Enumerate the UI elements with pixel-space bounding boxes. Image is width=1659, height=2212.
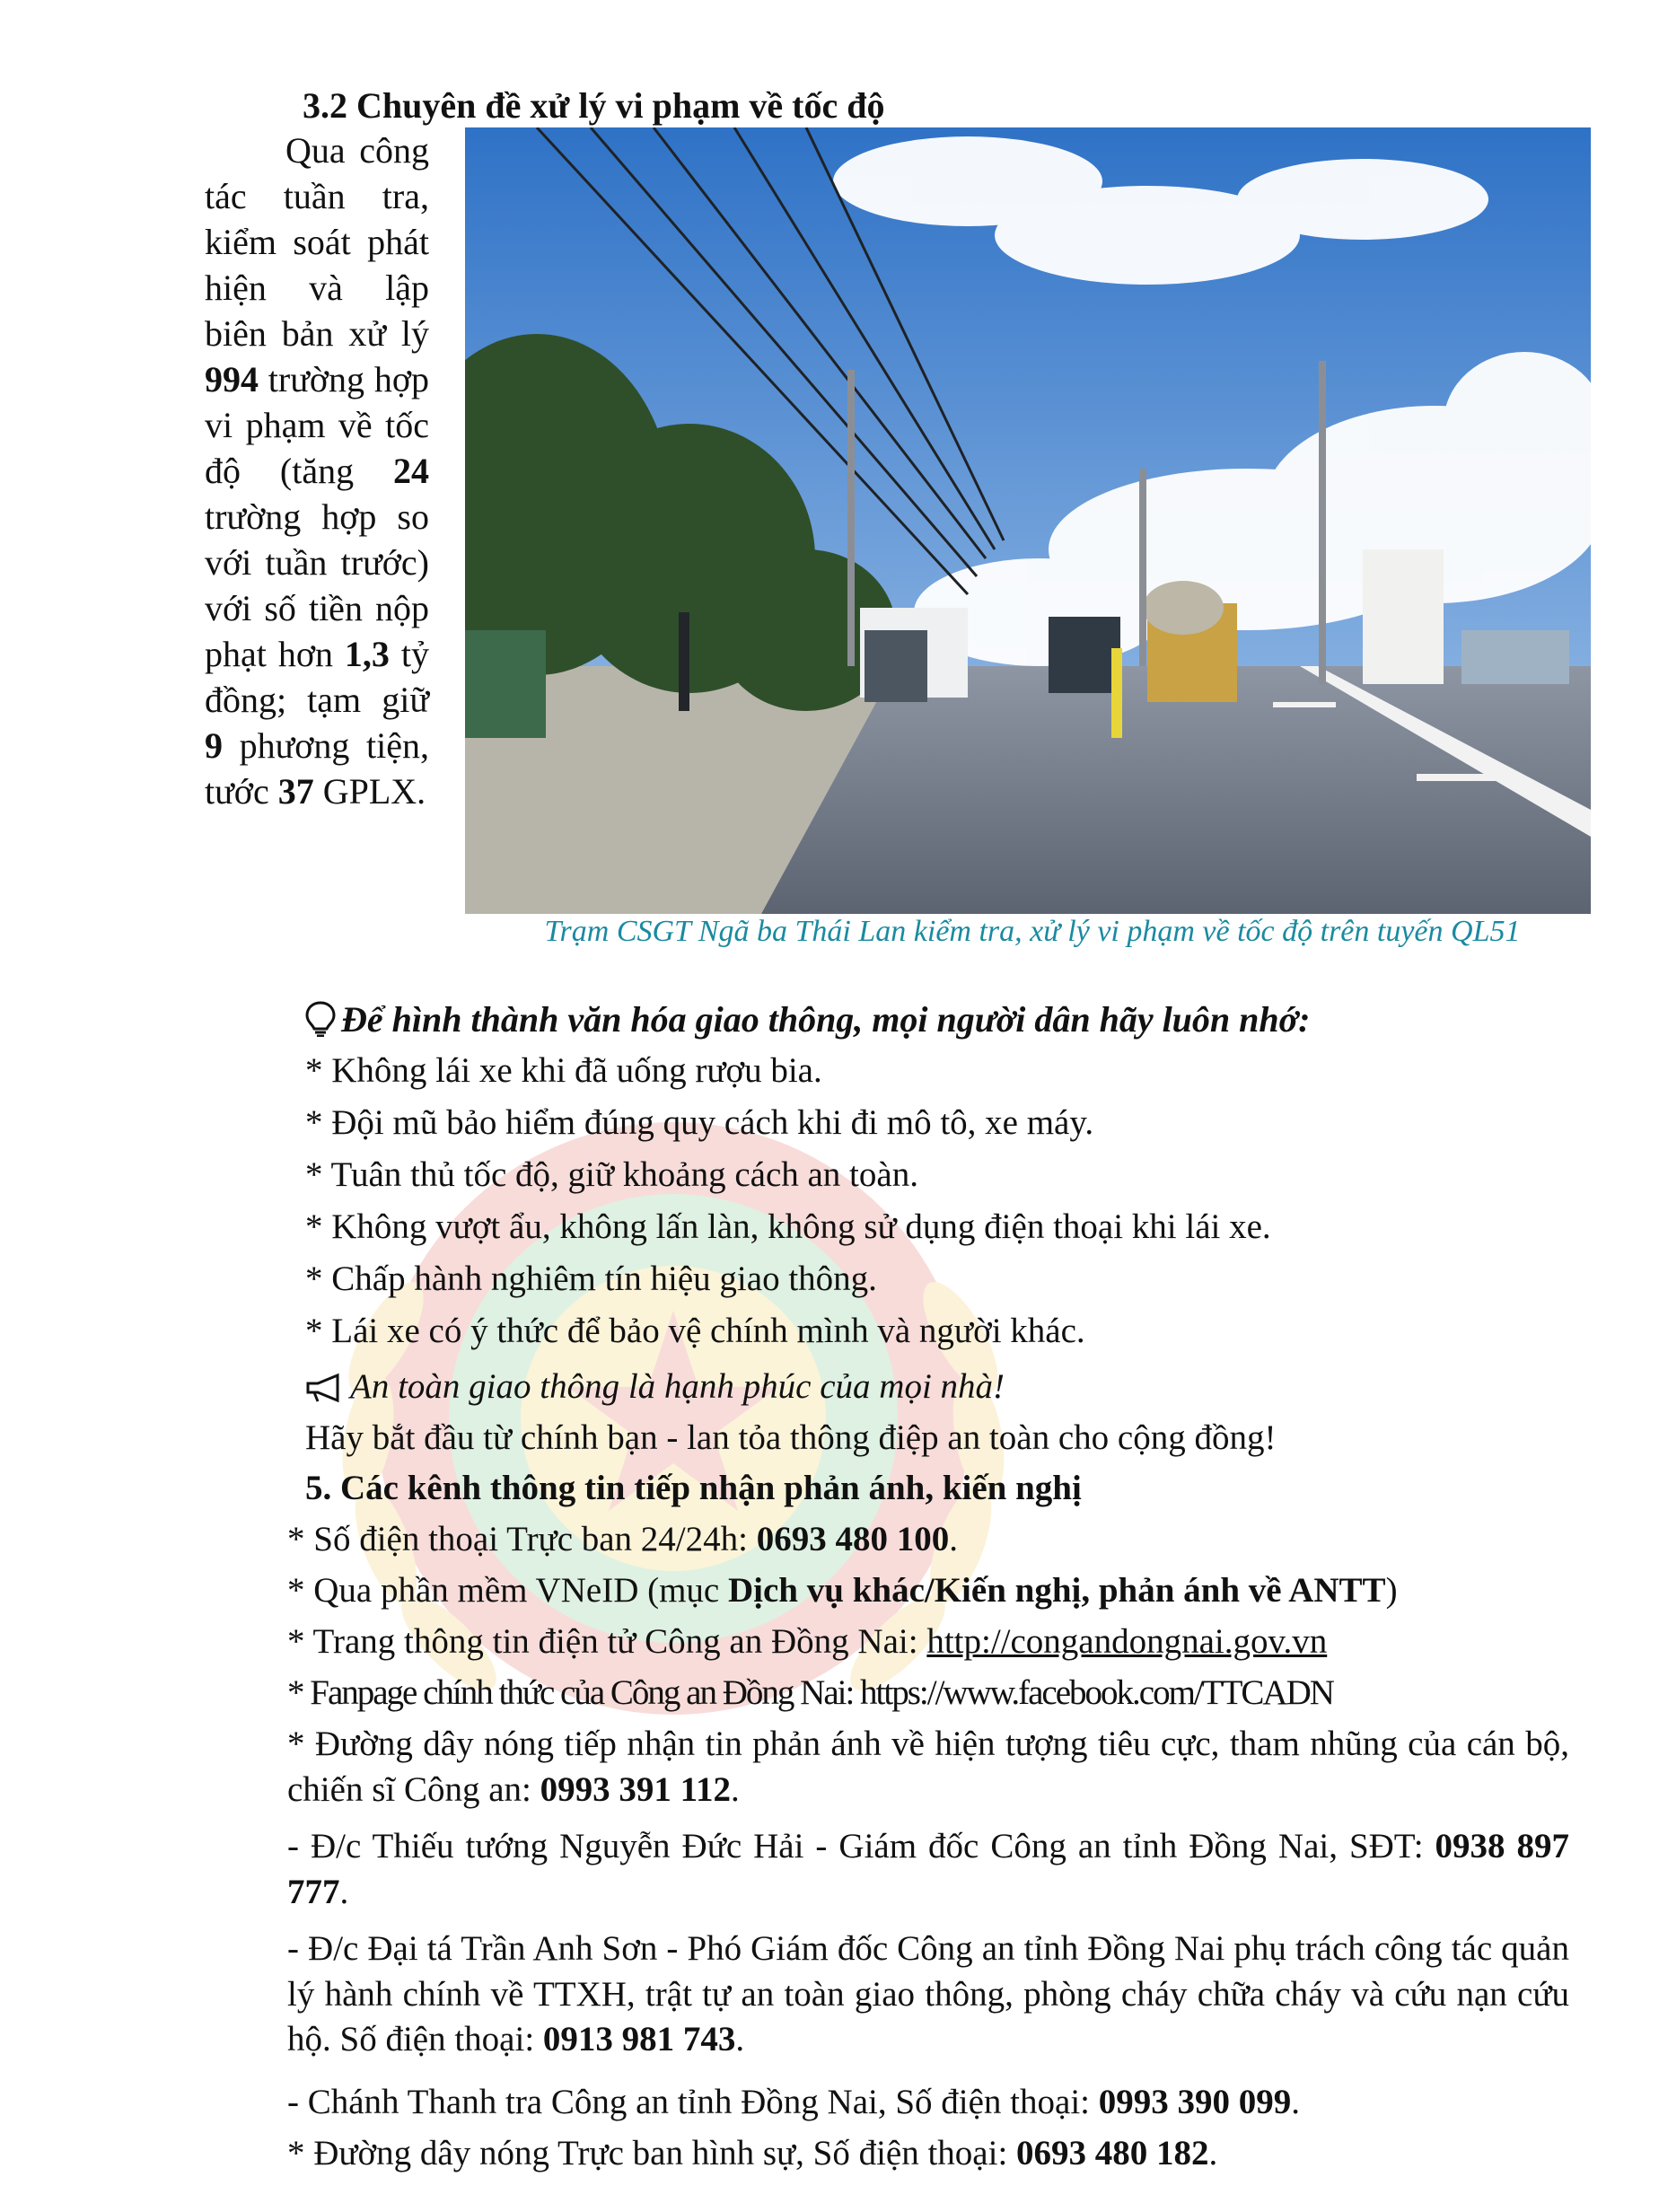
summary-text-4: tỷ đồng; tạm giữ <box>205 634 429 720</box>
website-row <box>205 1620 1569 1671</box>
inspector-phone: 0993 390 099 <box>1098 2083 1292 2121</box>
tip-item: * Đội mũ bảo hiểm đúng quy cách khi đi mô tô, xe máy. <box>305 1103 1094 1142</box>
lightbulb-icon <box>305 1001 336 1037</box>
director-phone: 0938 897 777 <box>287 1827 1569 1911</box>
photo-caption: Trạm CSGT Ngã ba Thái Lan kiểm tra, xử lý vi phạm về tốc độ trên tuyến QL51 <box>544 915 1521 948</box>
vneid-path: Dịch vụ khác/Kiến nghị, phản ánh về ANTT <box>728 1571 1386 1610</box>
section-title: 3.2 Chuyên đề xử lý vi phạm về tốc độ <box>303 85 885 126</box>
hotline-number: 0693 480 100 <box>756 1520 950 1558</box>
violation-count: 994 <box>205 359 259 399</box>
summary-text-1: Qua công tác tuần tra, kiểm soát phát hiện và lập biên bản xử lý <box>205 130 429 354</box>
contact-channels <box>205 1517 1569 2182</box>
tips-heading-text: Để hình thành văn hóa giao thông, mọi người dân hãy luôn nhớ: <box>341 999 1311 1040</box>
megaphone-icon <box>305 1373 345 1403</box>
inspector-label: - Chánh Thanh tra Công an tỉnh Đồng Nai, Số điện thoại: <box>287 2083 1099 2121</box>
licenses-revoked: 37 <box>277 771 314 812</box>
deputy-contact: - Đ/c Đại tá Trần Anh Sơn - Phó Giám đốc Công an tỉnh Đồng Nai phụ trách công tác quản lý hành chính về TTXH, trật tự an toàn giao thông, phòng cháy chữa cháy và cứu nạn cứu hộ. Số điện thoại: 0913 981 743. <box>287 1929 1569 2059</box>
criminal-label: * Đường dây nóng Trực ban hình sự, Số điện thoại: <box>287 2134 1017 2172</box>
tip-item: * Tuân thủ tốc độ, giữ khoảng cách an toàn. <box>305 1155 918 1194</box>
fanpage-row: * Fanpage chính thức của Công an Đồng Nai: https://www.facebook.com/TTCADN <box>287 1673 1333 1712</box>
tip-item: * Chấp hành nghiêm tín hiệu giao thông. <box>305 1260 877 1298</box>
director-contact: - Đ/c Thiếu tướng Nguyễn Đức Hải - Giám đốc Công an tỉnh Đồng Nai, SĐT: 0938 897 777. <box>287 1827 1569 1911</box>
fine-amount: 1,3 <box>344 634 390 674</box>
tips-heading <box>305 996 1310 1043</box>
tip-item: * Không vượt ẩu, không lấn làn, không sử dụng điện thoại khi lái xe. <box>305 1207 1271 1246</box>
tip-item: * Không lái xe khi đã uống rượu bia. <box>305 1051 822 1090</box>
director-label: - Đ/c Thiếu tướng Nguyễn Đức Hải - Giám đốc Công an tỉnh Đồng Nai, SĐT: <box>287 1827 1435 1865</box>
vneid-close: ) <box>1385 1571 1398 1610</box>
summary-text-2: trường hợp vi phạm về tốc độ (tăng <box>205 359 429 491</box>
corruption-phone: 0993 391 112 <box>540 1769 731 1809</box>
hotline-label: * Số điện thoại Trực ban 24/24h: <box>287 1520 757 1558</box>
tip-item: * Lái xe có ý thức để bảo vệ chính mình và người khác. <box>305 1312 1085 1350</box>
inspector-contact: - Chánh Thanh tra Công an tỉnh Đồng Nai, Số điện thoại: 0993 390 099. <box>287 2083 1300 2121</box>
summary-text-5: phương tiện, tước <box>205 725 429 812</box>
website-link[interactable]: http://congandongnai.gov.vn <box>926 1622 1328 1661</box>
safety-slogan-text: An toàn giao thông là hạnh phúc của mọi nhà! <box>350 1367 1005 1406</box>
safety-message: Hãy bắt đầu từ chính bạn - lan tỏa thông điệp an toàn cho cộng đồng! <box>305 1418 1277 1457</box>
criminal-phone: 0693 480 182 <box>1016 2134 1209 2172</box>
criminal-hotline: * Đường dây nóng Trực ban hình sự, Số điện thoại: 0693 480 182. <box>287 2134 1218 2172</box>
tips-list <box>305 1049 1271 1361</box>
checkpoint-photo <box>465 127 1591 914</box>
violation-summary <box>205 127 429 814</box>
corruption-hotline: * Đường dây nóng tiếp nhận tin phản ánh về hiện tượng tiêu cực, tham nhũng của cán bộ, chiến sĩ Công an: 0993 391 112. <box>287 1725 1569 1809</box>
summary-text-6: GPLX. <box>313 771 426 812</box>
deputy-label: - Đ/c Đại tá Trần Anh Sơn - Phó Giám đốc Công an tỉnh Đồng Nai phụ trách công tác quản lý hành chính về TTXH, trật tự an toàn giao thông, phòng cháy chữa cháy và cứu nạn cứu hộ. Số điện thoại: <box>287 1929 1569 2059</box>
safety-slogan <box>305 1365 1005 1410</box>
website-label: * Trang thông tin điện tử Công an Đồng Nai: <box>287 1622 927 1661</box>
channels-title: 5. Các kênh thông tin tiếp nhận phản ánh, kiến nghị <box>305 1469 1082 1507</box>
increase-count: 24 <box>393 451 429 491</box>
vehicles-held: 9 <box>205 725 223 766</box>
vneid-label: * Qua phần mềm VNeID (mục <box>287 1571 728 1610</box>
deputy-phone: 0913 981 743 <box>542 2020 736 2059</box>
hotline-row: * Số điện thoại Trực ban 24/24h: 0693 480 100. <box>287 1520 958 1558</box>
corruption-label: * Đường dây nóng tiếp nhận tin phản ánh về hiện tượng tiêu cực, tham nhũng của cán bộ, chiến sĩ Công an: <box>287 1725 1569 1809</box>
vneid-row <box>205 1568 1569 1620</box>
summary-text-3: trường hợp so với tuần trước) với số tiền nộp phạt hơn <box>205 496 429 674</box>
